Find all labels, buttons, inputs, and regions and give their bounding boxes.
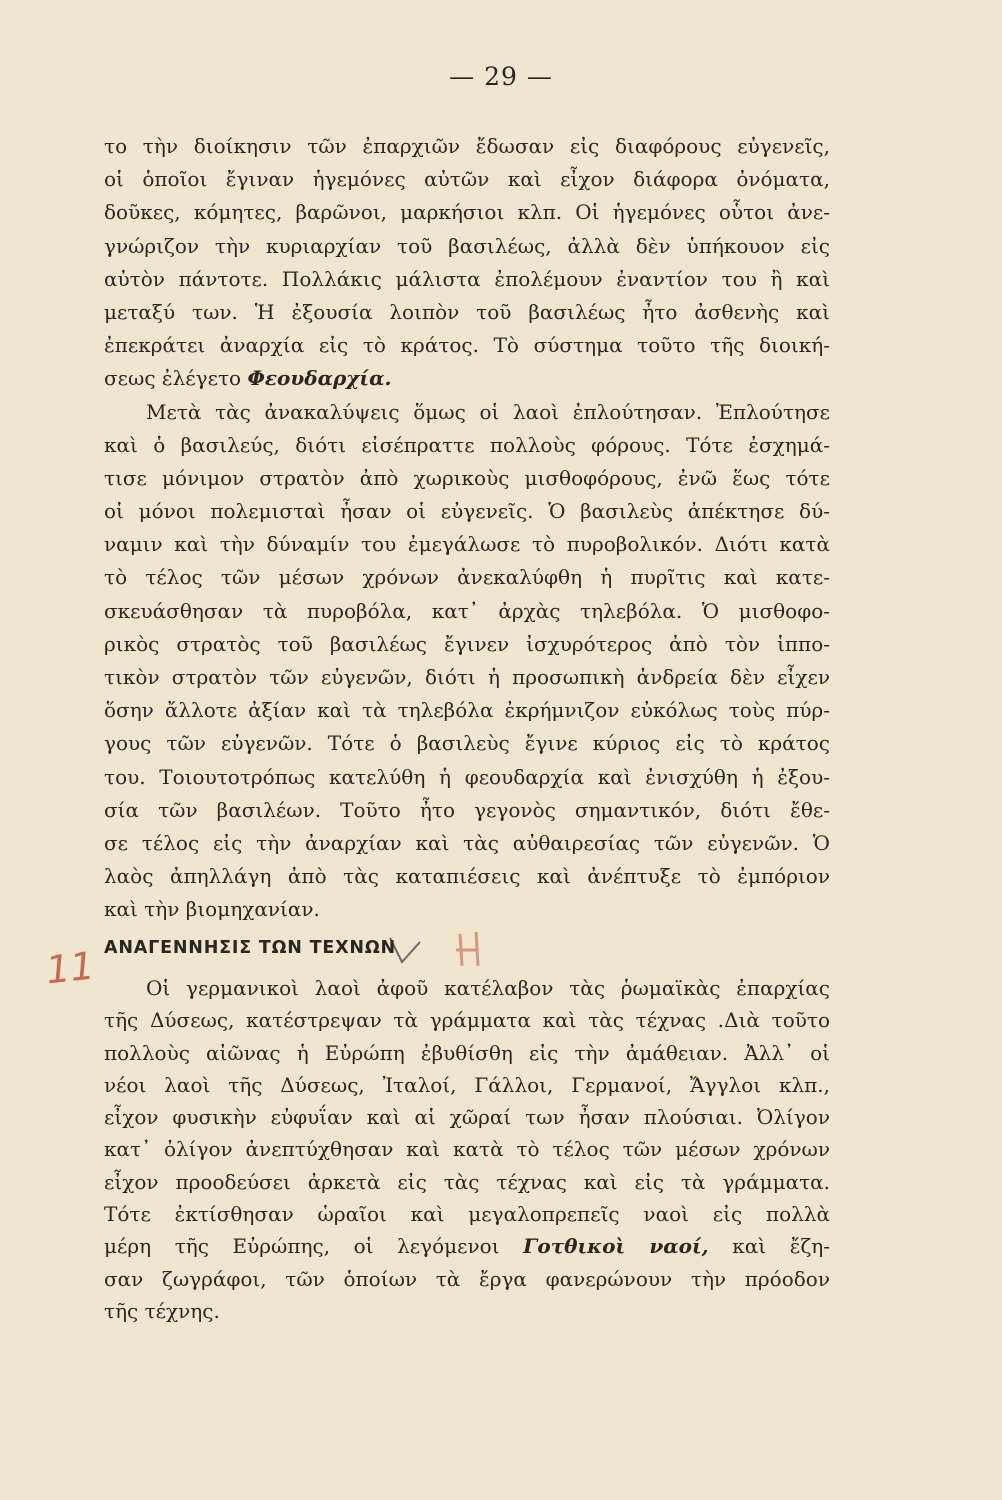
- paragraph-3-line: πολλοὺς αἰῶνας ἡ Εὐρώπη ἐβυθίσθη εἰς τὴν ἀμάθειαν. Ἀλλ᾿ οἱ: [104, 1040, 830, 1065]
- handwritten-section-number: [40, 938, 100, 1008]
- paragraph-2-line: γους τῶν εὐγενῶν. Τότε ὁ βασιλεὺς ἔγινε κύριος εἰς τὸ κράτος: [104, 731, 830, 756]
- paragraph-1-line: ἐπεκράτει ἀναρχία εἰς τὸ κράτος. Τὸ σύστημα τοῦτο τῆς διοική-: [104, 333, 830, 358]
- paragraph-3-line: νέοι λαοὶ τῆς Δύσεως, Ἰταλοί, Γάλλοι, Γερμανοί, Ἄγγλοι κλπ.,: [104, 1072, 830, 1097]
- paragraph-1-line: το τὴν διοίκησιν τῶν ἐπαρχιῶν ἔδωσαν εἰς διαφόρους εὐγενεῖς,: [104, 134, 830, 158]
- paragraph-3-line: Οἱ γερμανικοὶ λαοὶ ἀφοῦ κατέλαβον τὰς ῥωμαϊκὰς ἐπαρχίας: [146, 976, 830, 1000]
- paragraph-1-line: οἱ ὁποῖοι ἔγιναν ἡγεμόνες αὐτῶν καὶ εἶχον διάφορα ὀνόματα,: [104, 167, 830, 192]
- paragraph-3-line: τῆς Δύσεως, κατέστρεψαν τὰ γράμματα καὶ τὰς τέχνας .Διὰ τοῦτο: [104, 1008, 830, 1033]
- page-number: — 29 —: [449, 62, 553, 91]
- paragraph-2-line: ναμιν καὶ τὴν δύναμίν του ἐμεγάλωσε τὸ πυροβολικόν. Διότι κατὰ: [104, 532, 830, 557]
- paragraph-2-line: σία τῶν βασιλέων. Τοῦτο ἦτο γεγονὸς σημαντικόν, διότι ἔθε-: [104, 797, 830, 822]
- section-heading: ΑΝΑΓΕΝΝΗΣΙΣ ΤΩΝ ΤΕΧΝΩΝ: [104, 938, 396, 958]
- paragraph-3-line: εἶχον φυσικὴν εὐφυΐαν καὶ αἱ χῶραί των ἦσαν πλούσιαι. Ὀλίγον: [104, 1105, 830, 1130]
- paragraph-1-line: δοῦκες, κόμητες, βαρῶνοι, μαρκήσιοι κλπ. Οἱ ἡγεμόνες οὗτοι ἀνε-: [104, 200, 830, 225]
- paragraph-2-line: τικὸν στρατὸν τῶν εὐγενῶν, διότι ἡ προσωπικὴ ἀνδρεία δὲν εἶχεν: [104, 665, 830, 689]
- paragraph-1-line: αὐτὸν πάντοτε. Πολλάκις μάλιστα ἐπολέμουν ἐναντίον του ἢ καὶ: [104, 266, 830, 291]
- paragraph-3-line: εἶχον προοδεύσει ἀρκετὰ εἰς τὰς τέχνας καὶ εἰς τὰ γράμματα.: [104, 1169, 830, 1194]
- paragraph-2-line: ρικὸς στρατὸς τοῦ βασιλέως ἔγινεν ἰσχυρότερος ἀπὸ τὸν ἱππο-: [104, 631, 830, 656]
- pencil-mark-icon: [380, 920, 530, 980]
- paragraph-3-line: σαν ζωγράφοι, τῶν ὁποίων τὰ ἔργα φανερώνουν τὴν πρόοδον: [104, 1266, 830, 1291]
- paragraph-2-line: του. Τοιουτοτρόπως κατελύθη ἡ φεουδαρχία καὶ ἐνισχύθη ἡ ἐξου-: [104, 764, 830, 789]
- body-text-lower: [104, 972, 830, 1327]
- paragraph-1-last-prefix: σεως ἐλέγετο: [104, 366, 242, 391]
- gothic-line-prefix: μέρη τῆς Εὐρώπης, οἱ λεγόμενοι: [104, 1234, 500, 1259]
- paragraph-1-last-line: [104, 362, 830, 395]
- paragraph-2-line: σκευάσθησαν τὰ πυροβόλα, κατ᾿ ἀρχὰς τηλεβόλα. Ὁ μισθοφο-: [104, 598, 830, 623]
- paragraph-2-line: τὸ τέλος τῶν μέσων χρόνων ἀνεκαλύφθη ἡ πυρῖτις καὶ κατε-: [104, 565, 830, 590]
- paragraph-2-line: Μετὰ τὰς ἀνακαλύψεις ὅμως οἱ λαοὶ ἐπλούτησαν. Ἐπλούτησε: [146, 399, 830, 424]
- paragraph-3-line: κατ᾿ ὀλίγον ἀνεπτύχθησαν καὶ κατὰ τὸ τέλος τῶν μέσων χρόνων: [104, 1137, 830, 1162]
- paragraph-2-line: καὶ ὁ βασιλεύς, διότι εἰσέπραττε πολλοὺς φόρους. Τότε ἐσχημά-: [104, 432, 830, 457]
- body-text-upper: [104, 130, 830, 927]
- handwritten-number-text: 11: [43, 943, 97, 993]
- paragraph-2-line: ὅσην ἄλλοτε ἀξίαν καὶ τὰ τηλεβόλα ἐκρήμνιζον εὐκόλως τοὺς πύρ-: [104, 698, 830, 723]
- paragraph-2-line: καὶ τὴν βιομηχανίαν.: [104, 897, 320, 922]
- paragraph-1-line: μεταξύ των. Ἡ ἐξουσία λοιπὸν τοῦ βασιλέως ἦτο ἀσθενὴς καὶ: [104, 299, 830, 324]
- paragraph-2-line: τισε μόνιμον στρατὸν ἀπὸ χωρικοὺς μισθοφόρους, ἐνῶ ἕως τότε: [104, 465, 830, 490]
- paragraph-3-gothic-line: [104, 1230, 830, 1262]
- paragraph-1-line: γνώριζον τὴν κυριαρχίαν τοῦ βασιλέως, ἀλλὰ δὲν ὑπήκουον εἰς: [104, 233, 830, 258]
- gothic-line-suffix: καὶ ἔζη-: [732, 1234, 831, 1259]
- paragraph-3-line: Τότε ἐκτίσθησαν ὡραῖοι καὶ μεγαλοπρεπεῖς ναοὶ εἰς πολλὰ: [104, 1202, 830, 1227]
- gothic-churches-term: Γοτθικοὶ ναοί,: [523, 1234, 709, 1259]
- paragraph-2-line: λαὸς ἀπηλλάγη ἀπὸ τὰς καταπιέσεις καὶ ἀνέπτυξε τὸ ἐμπόριον: [104, 864, 830, 889]
- paragraph-2-line: σε τέλος εἰς τὴν ἀναρχίαν καὶ τὰς αὐθαιρεσίας τῶν εὐγενῶν. Ὁ: [104, 830, 830, 855]
- feudalism-term: Φεουδαρχία.: [247, 366, 392, 391]
- paragraph-2-line: οἱ μόνοι πολεμισταὶ ἦσαν οἱ εὐγενεῖς. Ὁ βασιλεὺς ἀπέκτησε δύ-: [104, 499, 830, 524]
- paragraph-3-line: τῆς τέχνης.: [104, 1298, 220, 1323]
